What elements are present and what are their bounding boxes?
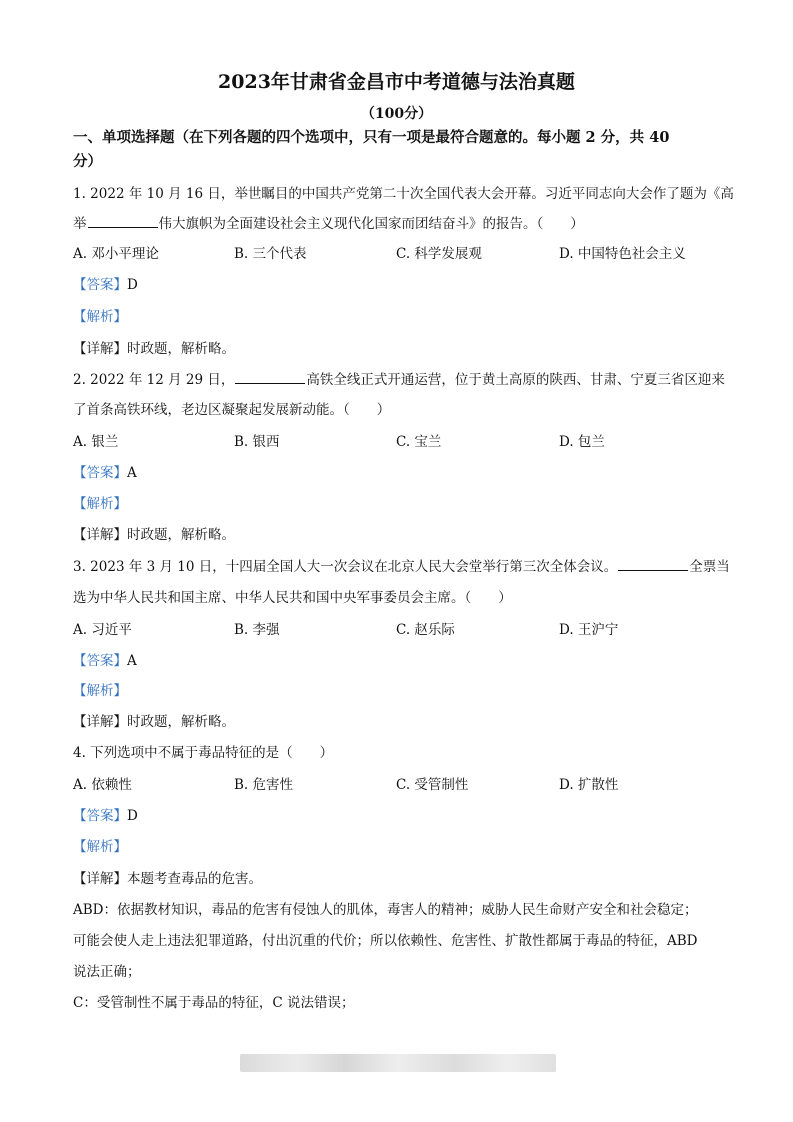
question-4-option-a: A. 依赖性 — [73, 777, 132, 793]
question-1-stem-suffix: 伟大旗帜为全面建设社会主义现代化国家而团结奋斗》的报告。（ ） — [158, 216, 584, 232]
question-1-option-c: C. 科学发展观 — [396, 246, 482, 262]
page-title: 2023年甘肃省金昌市中考道德与法治真题 — [218, 71, 575, 93]
detail-label: 【详解】 — [73, 871, 127, 887]
detail-text: 时政题，解析略。 — [127, 527, 235, 543]
detail-text: 本题考查毒品的危害。 — [127, 871, 262, 887]
detail-label: 【详解】 — [73, 714, 127, 730]
section-heading-line-1: 一、单项选择题（在下列各题的四个选项中，只有一项是最符合题意的。每小题 2 分，共 40 — [73, 129, 670, 146]
analysis-label: 【解析】 — [73, 839, 127, 855]
question-1-stem-prefix: 举 — [73, 216, 87, 232]
question-2-option-a: A. 银兰 — [73, 434, 119, 450]
question-4-option-d: D. 扩散性 — [559, 777, 619, 793]
question-4-explanation-line-4: C：受管制性不属于毒品的特征，C 说法错误； — [73, 995, 355, 1011]
question-3-stem-line-1 — [73, 556, 733, 578]
question-3-stem-prefix: 3. 2023 年 3 月 10 日，十四届全国人大一次会议在北京人民大会堂举行第三次全体会议。 — [73, 559, 618, 575]
question-3-option-b: B. 李强 — [234, 622, 280, 638]
answer-label: 【答案】 — [73, 277, 127, 293]
question-1-stem-line-1: 1. 2022 年 10 月 16 日，举世瞩目的中国共产党第二十次全国代表大会开幕。习近平同志向大会作了题为《高 — [73, 186, 734, 202]
question-3-answer — [73, 650, 733, 672]
answer-label: 【答案】 — [73, 808, 127, 824]
analysis-label: 【解析】 — [73, 683, 127, 699]
fill-blank — [235, 369, 305, 384]
question-1-option-a: A. 邓小平理论 — [73, 246, 159, 262]
question-3-option-d: D. 王沪宁 — [559, 622, 619, 638]
question-4-analysis — [73, 836, 733, 858]
question-1-option-d: D. 中国特色社会主义 — [559, 246, 686, 262]
question-1-detail — [73, 338, 733, 360]
question-4-explanation-line-1: ABD：依据教材知识，毒品的危害有侵蚀人的肌体，毒害人的精神；威胁人民生命财产安全和社会稳定； — [73, 902, 698, 918]
analysis-label: 【解析】 — [73, 496, 127, 512]
question-4-option-b: B. 危害性 — [234, 777, 294, 793]
question-2-option-b: B. 银西 — [234, 434, 280, 450]
question-3-option-a: A. 习近平 — [73, 622, 132, 638]
answer-value: A — [127, 465, 137, 481]
question-3-options — [73, 619, 733, 641]
section-heading — [73, 126, 733, 174]
question-1-stem-line-2 — [73, 213, 733, 235]
blurred-footer-watermark — [240, 1054, 556, 1072]
answer-value: D — [127, 808, 138, 824]
question-3-stem-suffix: 全票当 — [689, 559, 730, 575]
detail-label: 【详解】 — [73, 341, 127, 357]
detail-text: 时政题，解析略。 — [127, 714, 235, 730]
question-3-analysis — [73, 680, 733, 702]
score-subtitle: （100分） — [360, 106, 433, 122]
fill-blank — [88, 213, 158, 228]
question-2-stem-suffix: 高铁全线正式开通运营，位于黄土高原的陕西、甘肃、宁夏三省区迎来 — [306, 372, 725, 388]
question-4-options — [73, 774, 733, 796]
question-1-answer — [73, 274, 733, 296]
question-2-options — [73, 431, 733, 453]
answer-label: 【答案】 — [73, 653, 127, 669]
detail-label: 【详解】 — [73, 527, 127, 543]
question-1-options — [73, 243, 733, 265]
question-4-explanation-line-2: 可能会使人走上违法犯罪道路，付出沉重的代价；所以依赖性、危害性、扩散性都属于毒品的特征，ABD — [73, 933, 698, 949]
question-2-analysis — [73, 493, 733, 515]
question-1-option-b: B. 三个代表 — [234, 246, 307, 262]
section-heading-line-2: 分） — [73, 153, 102, 170]
question-2-stem-line-1 — [73, 369, 733, 391]
question-2-detail — [73, 524, 733, 546]
question-4-detail — [73, 868, 733, 890]
question-2-stem-prefix: 2. 2022 年 12 月 29 日， — [73, 372, 235, 388]
question-3-detail — [73, 711, 733, 733]
question-4-option-c: C. 受管制性 — [396, 777, 469, 793]
question-1-analysis — [73, 306, 733, 328]
question-2-option-d: D. 包兰 — [559, 434, 605, 450]
question-2-option-c: C. 宝兰 — [396, 434, 442, 450]
answer-label: 【答案】 — [73, 465, 127, 481]
question-4-stem: 4. 下列选项中不属于毒品特征的是（ ） — [73, 745, 334, 761]
question-4-answer — [73, 805, 733, 827]
fill-blank — [618, 556, 688, 571]
question-2-stem-line-2: 了首条高铁环线，老边区凝聚起发展新动能。（ ） — [73, 402, 391, 418]
answer-value: D — [127, 277, 138, 293]
question-4-explanation-line-3: 说法正确； — [73, 964, 141, 980]
question-3-option-c: C. 赵乐际 — [396, 622, 455, 638]
question-2-answer — [73, 462, 733, 484]
detail-text: 时政题，解析略。 — [127, 341, 235, 357]
question-3-stem-line-2: 选为中华人民共和国主席、中华人民共和国中央军事委员会主席。（ ） — [73, 590, 512, 606]
answer-value: A — [127, 653, 137, 669]
analysis-label: 【解析】 — [73, 309, 127, 325]
